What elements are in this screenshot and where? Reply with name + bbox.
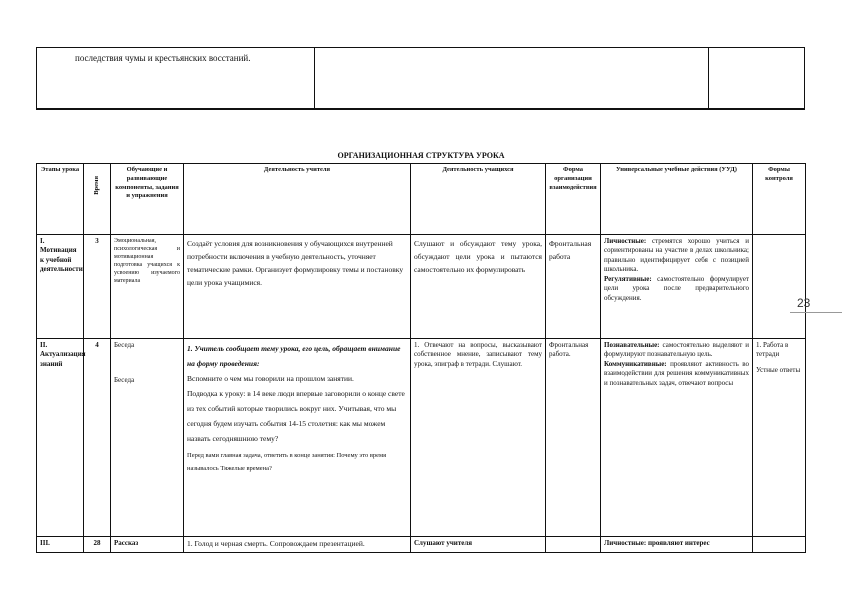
page-number: 23	[797, 296, 811, 310]
prev-cell-empty	[315, 48, 709, 110]
lesson-structure-table	[36, 163, 806, 553]
teacher-activity	[184, 339, 411, 537]
prev-cell-empty	[709, 48, 805, 110]
uud-text: самостоятельно выделяют и формулируют познавательную цель.	[604, 341, 749, 359]
header-row	[37, 164, 806, 235]
control	[753, 339, 806, 537]
uud-label: Личностные:	[604, 237, 647, 245]
uud-text: самостоятельно формулирует цели урока после предварительного обсуждения.	[604, 274, 750, 302]
teacher-text: Вспомните о чем мы говорили на прошлом занятии.	[187, 374, 354, 383]
teacher-activity: Создаёт условия для возникновения у обучающихся внутренней потребности включения в учебную деятельность, уточняет тематические рамки. Организует формулировку темы и постановку цели урока учащимися.	[184, 235, 411, 339]
uud-text: проявляют интерес	[647, 539, 710, 547]
components: Рассказ	[111, 537, 184, 553]
components: Эмоциональная, психологическая и мотивационная подготовка учащихся к усвоению изучаемого материала	[111, 235, 184, 339]
uud-label: Коммуникативные:	[604, 359, 667, 368]
components	[111, 339, 184, 537]
header-cell: Форма организации взаимодействия	[546, 164, 601, 235]
uud	[601, 537, 753, 553]
stage: III.	[37, 537, 84, 553]
form: Фронтальная работа.	[546, 339, 601, 537]
time: 28	[84, 537, 111, 553]
student-activity: Слушают и обсуждают тему урока, обсуждают цели урока и пытаются самостоятельно их формулировать	[411, 235, 546, 339]
header-cell: Формы контроля	[753, 164, 806, 235]
header-cell: Деятельность учащихся	[411, 164, 546, 235]
control-text: 1. Работа в тетради	[756, 341, 789, 359]
header-cell	[84, 164, 111, 235]
control-text: Устные ответы	[756, 365, 801, 374]
previous-table	[36, 47, 805, 110]
teacher-text: Подводка к уроку: в 14 веке люди впервые заговорили о конце свете из тех событий которые творились вокруг них. Учитывая, что мы сегодня будем изучать события 14-15 столетия: как мы можем назвать сегодняшнюю тему?	[187, 389, 405, 443]
uud	[601, 235, 753, 339]
prev-cell-text: последствия чумы и крестьянских восстаний.	[75, 53, 251, 63]
table-row	[37, 339, 806, 537]
teacher-text: Перед вами главная задача, ответить в конце занятия: Почему это время называлось Тяжелые времена?	[187, 452, 387, 472]
uud-label: Регулятивные:	[604, 274, 652, 283]
header-cell: Этапы урока	[37, 164, 84, 235]
prev-cell	[37, 48, 315, 110]
time: 4	[84, 339, 111, 537]
table-row	[37, 235, 806, 339]
form: Фронтальная работа	[546, 235, 601, 339]
teacher-activity: 1. Голод и черная смерть. Сопровождаем презентацией.	[184, 537, 411, 553]
time: 3	[84, 235, 111, 339]
student-activity: Слушают учителя	[411, 537, 546, 553]
uud-label: Личностные:	[604, 539, 647, 547]
uud-text: проявляют активность во взаимодействии для решения коммуникативных и познавательных задач, отвечают вопросы	[604, 359, 749, 387]
stage: I. Мотивация к учебной деятельности	[37, 235, 84, 339]
student-activity: 1. Отвечают на вопросы, высказывают собственное мнение, записывают тему урока, эпиграф в тетради. Слушают.	[411, 339, 546, 537]
header-time: Время	[92, 176, 100, 195]
form	[546, 537, 601, 553]
uud	[601, 339, 753, 537]
uud-label: Познавательные:	[604, 341, 660, 349]
control	[753, 537, 806, 553]
section-title: ОРГАНИЗАЦИОННАЯ СТРУКТУРА УРОКА	[337, 151, 505, 160]
stage: II. Актуализация знаний	[37, 339, 84, 537]
table-row	[37, 537, 806, 553]
header-cell: Деятельность учителя	[184, 164, 411, 235]
header-cell: Универсальные учебные действия (УУД)	[601, 164, 753, 235]
uud-text: стремятся хорошо учиться и сориентированы на участие в делах школьника; правильно идентифицирует себя с позицией школьника.	[604, 237, 750, 274]
control	[753, 235, 806, 339]
components-text: Беседа	[114, 341, 135, 349]
page-number-divider	[790, 312, 842, 313]
teacher-intro: 1. Учитель сообщает тему урока, его цель, обращает внимание на форму проведения:	[187, 344, 401, 368]
header-cell: Обучающие и развивающие компоненты, задания и упражнения	[111, 164, 184, 235]
components-text: Беседа	[114, 376, 135, 385]
